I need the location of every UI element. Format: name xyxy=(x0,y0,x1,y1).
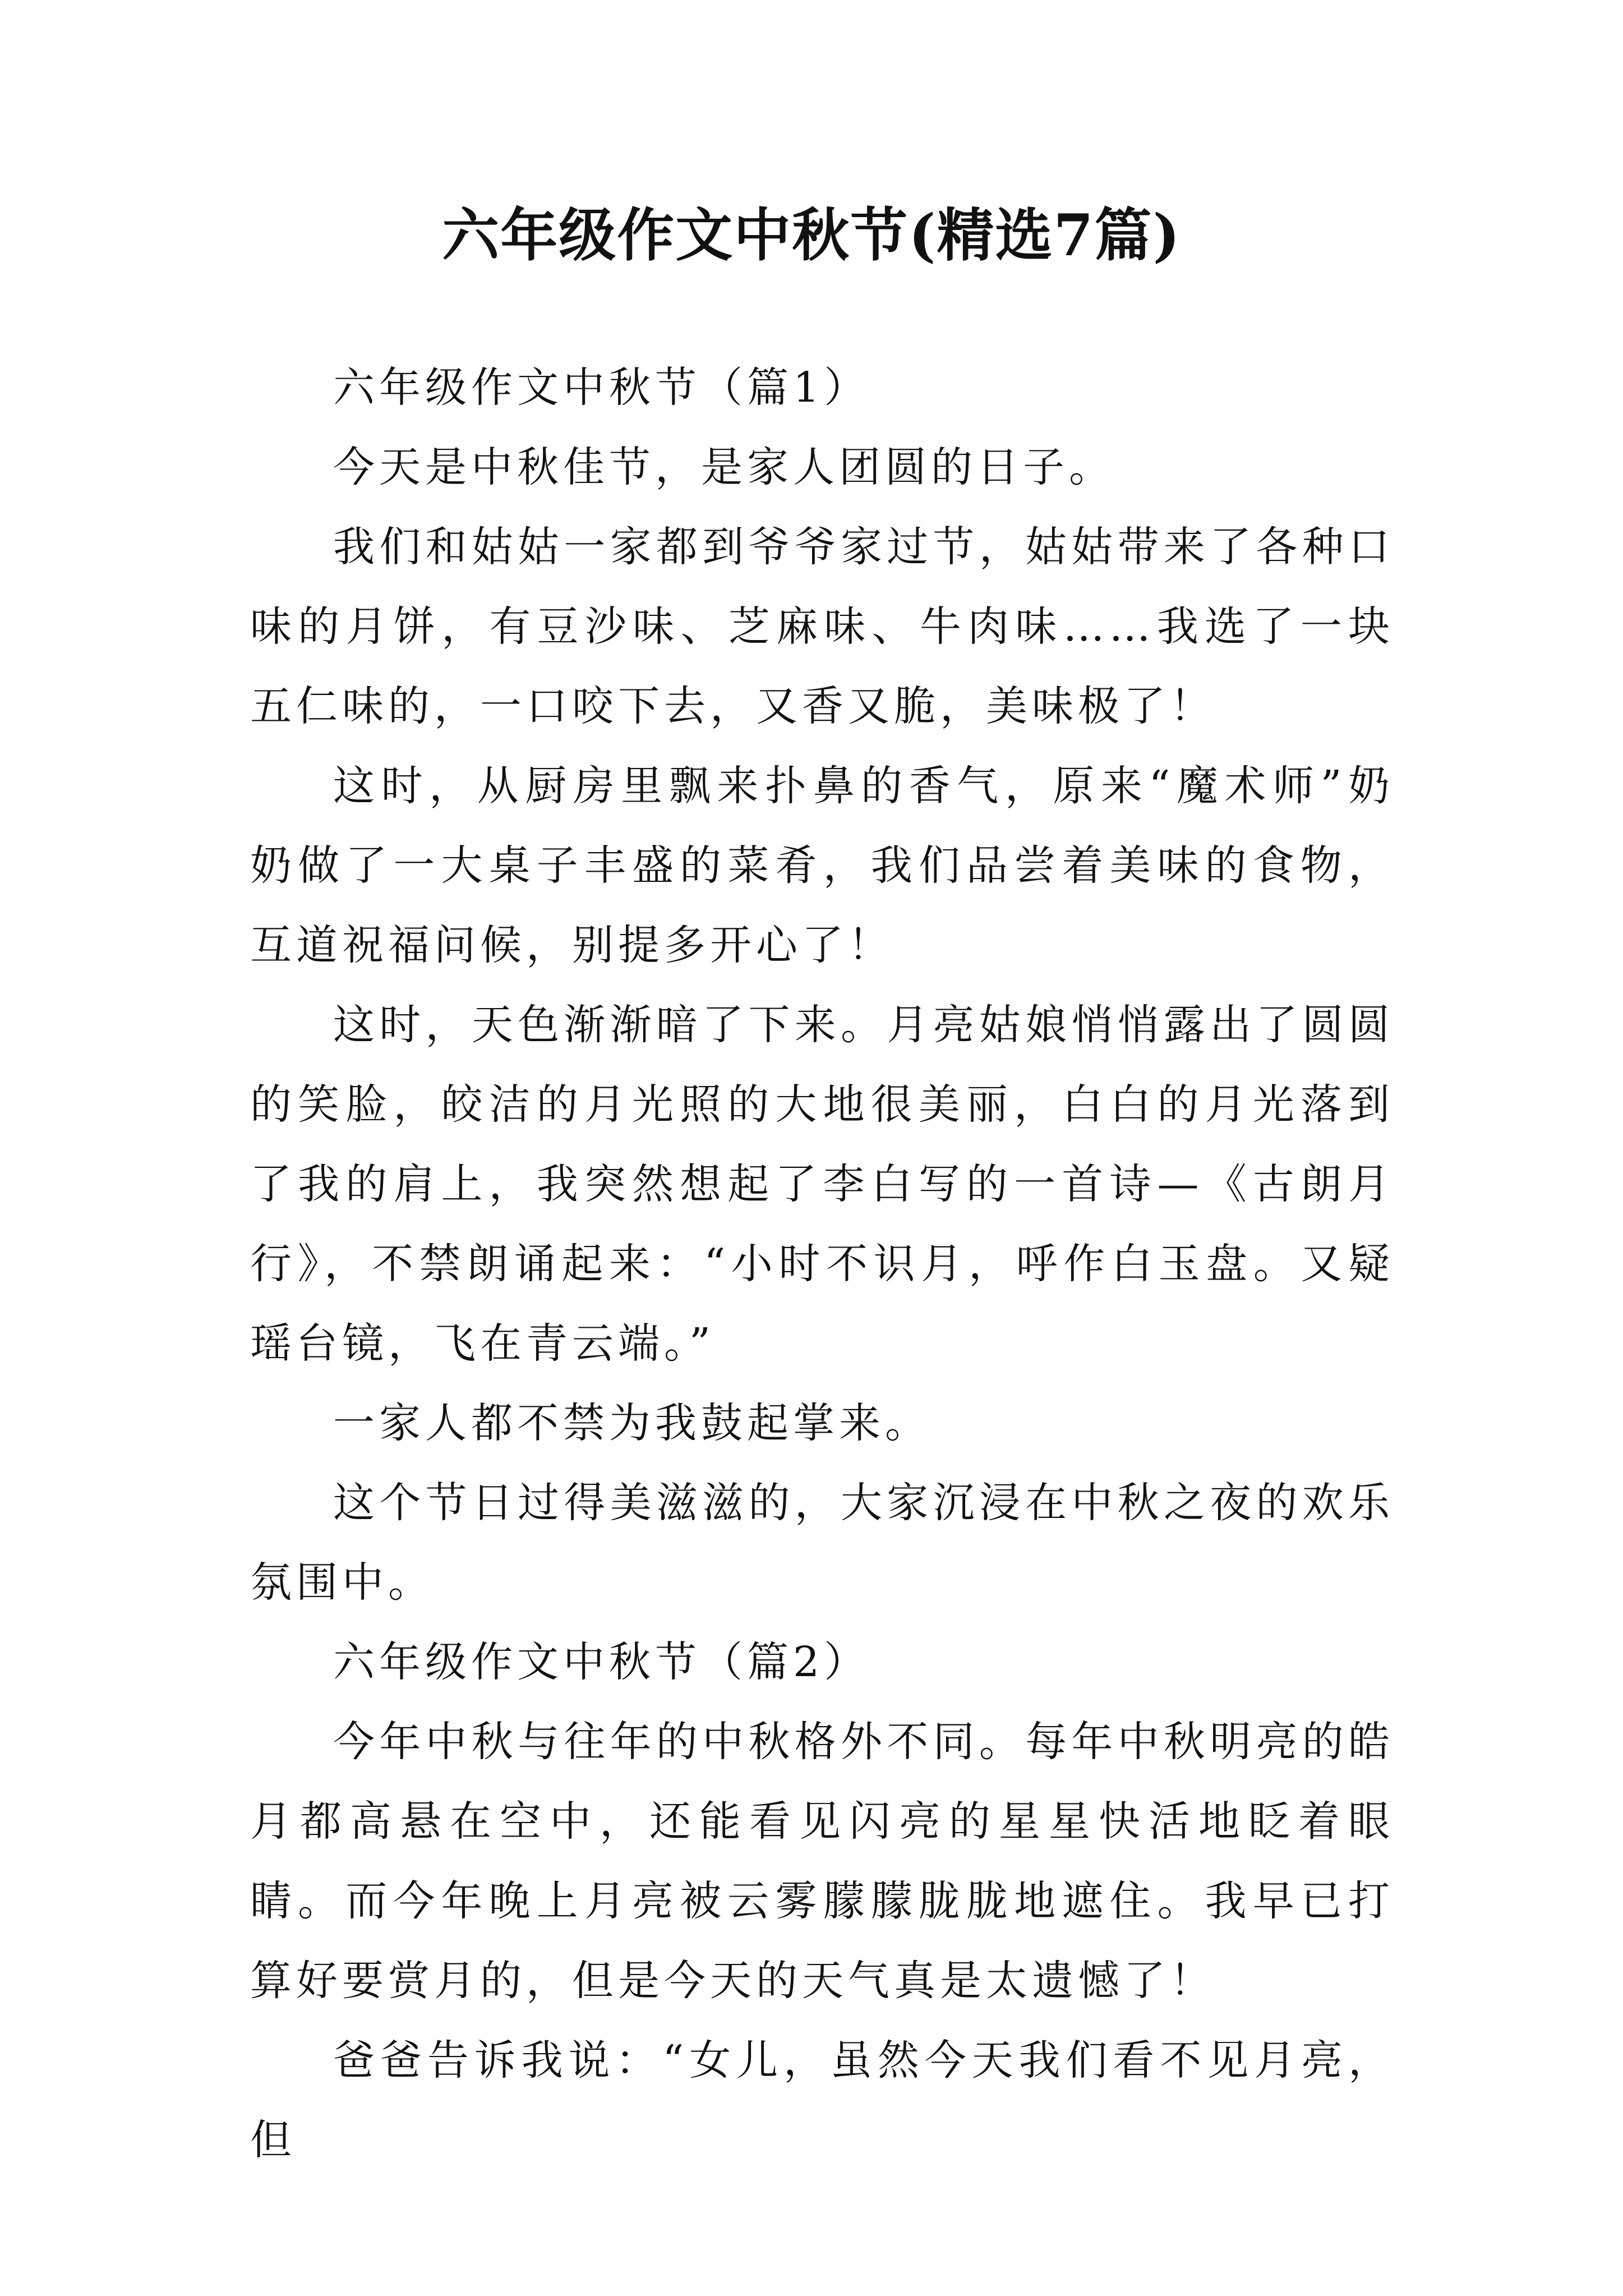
paragraph: 爸爸告诉我说：“女儿，虽然今天我们看不见月亮，但 xyxy=(250,2036,1394,2164)
document-body xyxy=(250,348,1394,2180)
paragraph: 这时，天色渐渐暗了下来。月亮姑娘悄悄露出了圆圆的笑脸，皎洁的月光照的大地很美丽，白白的月光落到了我的肩上，我突然想起了李白写的一首诗—《古朗月行》，不禁朗诵起来：“小时不识月，呼作白玉盘。又疑瑶台镜，飞在青云端。” xyxy=(250,1001,1394,1368)
paragraph: 今天是中秋佳节，是家人团圆的日子。 xyxy=(333,443,1115,491)
section-heading-2: 六年级作文中秋节（篇2） xyxy=(333,1638,870,1686)
document-title: 六年级作文中秋节(精选7篇) xyxy=(442,202,1181,269)
paragraph: 今年中秋与往年的中秋格外不同。每年中秋明亮的皓月都高悬在空中，还能看见闪亮的星星快活地眨着眼睛。而今年晚上月亮被云雾朦朦胧胧地遮住。我早已打算好要赏月的，但是今天的天气真是太遗憾了！ xyxy=(250,1718,1394,2005)
paragraph: 我们和姑姑一家都到爷爷家过节，姑姑带来了各种口味的月饼，有豆沙味、芝麻味、牛肉味……我选了一块五仁味的，一口咬下去，又香又脆，美味极了！ xyxy=(250,523,1394,730)
paragraph: 这时，从厨房里飘来扑鼻的香气，原来“魔术师”奶奶做了一大桌子丰盛的菜肴，我们品尝着美味的食物，互道祝福问候，别提多开心了！ xyxy=(250,762,1394,969)
paragraph: 一家人都不禁为我鼓起掌来。 xyxy=(333,1399,931,1447)
paragraph: 这个节日过得美滋滋的，大家沉浸在中秋之夜的欢乐氛围中。 xyxy=(250,1479,1394,1607)
section-heading-1: 六年级作文中秋节（篇1） xyxy=(333,364,870,412)
